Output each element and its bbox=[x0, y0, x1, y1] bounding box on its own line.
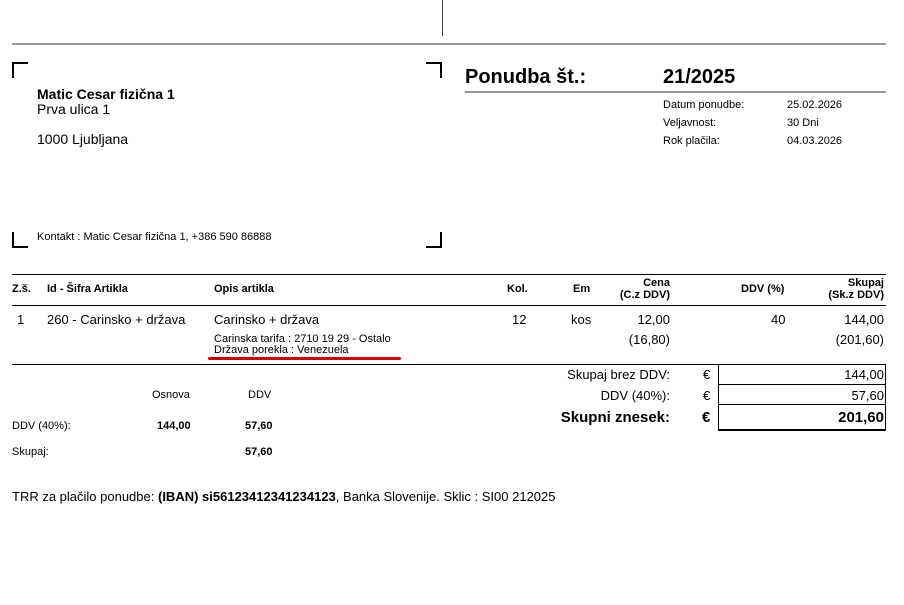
vat-row-ddv: 57,60 bbox=[245, 420, 273, 432]
col-header-opis: Opis artikla bbox=[214, 283, 274, 295]
col-header-zs: Z.š. bbox=[12, 283, 31, 295]
row-opis: Carinsko + država bbox=[214, 312, 320, 327]
highlight-underline bbox=[208, 357, 401, 360]
total-currency: € bbox=[702, 409, 711, 426]
address-corner-top-right bbox=[426, 62, 442, 78]
col-header-id: Id - Šifra Artikla bbox=[47, 283, 128, 295]
sender-contact: Kontakt : Matic Cesar fizična 1, +386 590 86888 bbox=[37, 231, 272, 243]
col-header-skupaj: Skupaj bbox=[847, 277, 884, 289]
offer-detail-value: 30 Dni bbox=[787, 117, 819, 129]
payment-info bbox=[12, 489, 556, 504]
col-header-kol: Kol. bbox=[507, 283, 528, 295]
row-note-tariff: Carinska tarifa : 2710 19 29 - Ostalo bbox=[214, 333, 391, 345]
total-label-grand: Skupni znesek: bbox=[560, 409, 670, 426]
row-skupaj-z-ddv: (201,60) bbox=[835, 332, 884, 347]
offer-number: 21/2025 bbox=[663, 66, 736, 88]
total-currency: € bbox=[703, 388, 711, 403]
row-em: kos bbox=[571, 312, 592, 327]
payment-suffix: , Banka Slovenije. Sklic : SI00 212025 bbox=[335, 489, 556, 504]
col-header-cena: Cena bbox=[643, 277, 670, 289]
table-header-rule bbox=[12, 305, 886, 306]
row-note-origin: Država porekla : Venezuela bbox=[214, 344, 349, 356]
col-header-ddv: DDV (%) bbox=[741, 283, 785, 295]
col-header-em: Em bbox=[573, 283, 591, 295]
offer-detail-value: 25.02.2026 bbox=[787, 99, 843, 111]
vat-col-ddv: DDV bbox=[248, 389, 272, 401]
vat-row-label: DDV (40%): bbox=[12, 420, 71, 432]
offer-detail-label: Rok plačila: bbox=[663, 135, 720, 147]
offer-title: Ponudba št.: bbox=[465, 66, 587, 88]
vat-total-label: Skupaj: bbox=[12, 446, 49, 458]
row-cena-z-ddv: (16,80) bbox=[628, 332, 670, 347]
offer-detail-value: 04.03.2026 bbox=[787, 135, 843, 147]
offer-title-rule bbox=[465, 91, 886, 93]
total-label-net: Skupaj brez DDV: bbox=[567, 367, 670, 382]
total-value-vat: 57,60 bbox=[851, 388, 884, 403]
vat-col-osnova: Osnova bbox=[152, 389, 190, 401]
col-header-cena-sub: (C.z DDV) bbox=[619, 289, 670, 301]
total-value-net: 144,00 bbox=[844, 367, 884, 382]
col-header-skupaj-sub: (Sk.z DDV) bbox=[828, 289, 884, 301]
row-zs: 1 bbox=[17, 312, 25, 327]
sender-street: Prva ulica 1 bbox=[37, 101, 111, 117]
payment-iban: (IBAN) si56123412341234123 bbox=[157, 489, 336, 504]
row-skupaj: 144,00 bbox=[844, 312, 884, 327]
total-value-grand: 201,60 bbox=[838, 409, 884, 426]
row-ddv: 40 bbox=[771, 312, 786, 327]
table-top-rule bbox=[12, 274, 886, 275]
top-center-divider bbox=[442, 0, 443, 36]
row-id: 260 - Carinsko + država bbox=[47, 312, 186, 327]
vat-total-ddv: 57,60 bbox=[245, 446, 273, 458]
top-rule bbox=[12, 43, 886, 45]
total-currency: € bbox=[703, 367, 711, 382]
sender-city: 1000 Ljubljana bbox=[37, 131, 129, 147]
vat-row-osnova: 144,00 bbox=[157, 420, 191, 432]
row-kol: 12 bbox=[512, 312, 527, 327]
address-corner-top-left bbox=[12, 62, 28, 78]
sender-name: Matic Cesar fizična 1 bbox=[37, 86, 175, 102]
offer-detail-label: Veljavnost: bbox=[663, 117, 717, 129]
total-label-vat: DDV (40%): bbox=[600, 388, 670, 403]
payment-prefix: TRR za plačilo ponudbe: bbox=[12, 489, 158, 504]
address-corner-bottom-left bbox=[12, 232, 28, 248]
address-corner-bottom-right bbox=[426, 232, 442, 248]
offer-detail-label: Datum ponudbe: bbox=[663, 99, 745, 111]
row-cena: 12,00 bbox=[637, 312, 670, 327]
